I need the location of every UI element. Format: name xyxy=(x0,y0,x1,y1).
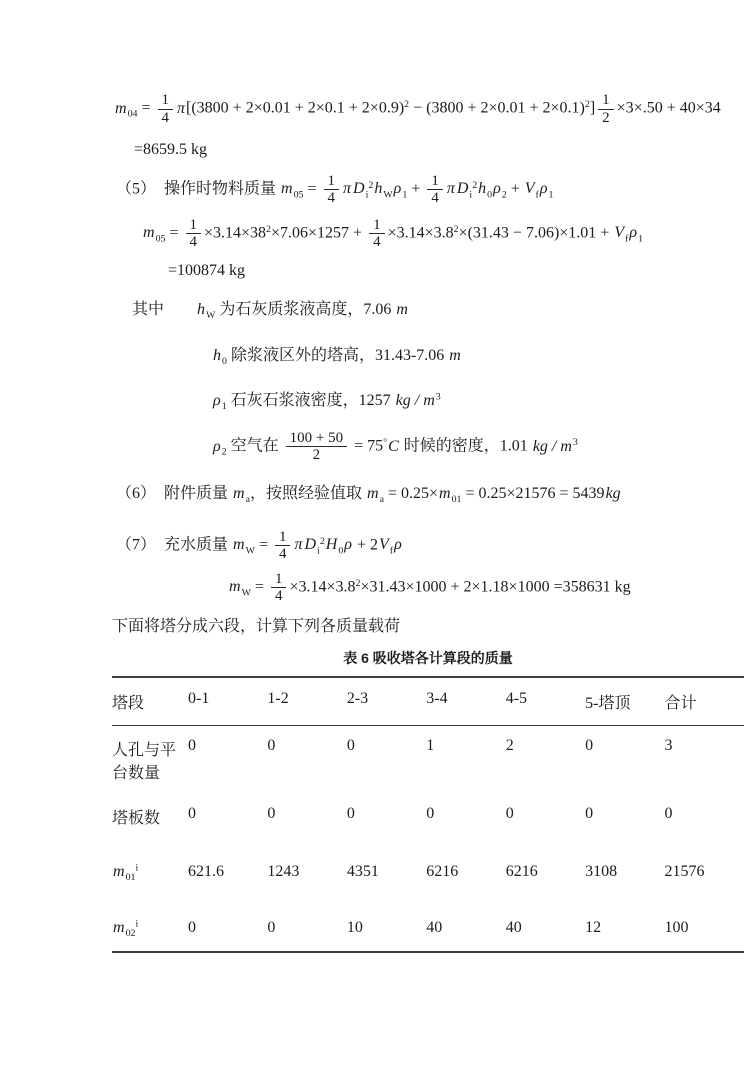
formula-mw-calc: $m_W$ = $\frac{1}{4}$ $\times 3.14\times 3.8^2\times 31.43\times 1000 + 2\times 1.18\times 1000 =358631$ kg xyxy=(229,570,631,605)
table-cell: 4351 xyxy=(346,862,379,880)
table-caption: 表 6 吸收塔各计算段的质量 xyxy=(343,649,513,666)
table-cell: 10 xyxy=(346,918,363,936)
table-cell: 3108 xyxy=(585,862,618,880)
table-cell: 12 xyxy=(585,918,602,936)
item-5-formula: （5） 操作时物料质量 $m_{05}$ = $\frac{1}{4}$ π $D_i^2h_W\rho_1$ + $\frac{1}{4}$ π $D_i^2h_0\rho_2 + V_f\rho_1$ xyxy=(116,172,554,207)
table-cell: 0 xyxy=(188,804,196,822)
table-cell: 0 xyxy=(188,736,196,754)
table-row-m02 xyxy=(112,905,744,952)
row-label-m01: $m_{01}^i$ xyxy=(113,862,139,883)
table-cell: 0 xyxy=(346,736,355,754)
table-cell: 0 xyxy=(585,804,594,822)
table-cell: 0 xyxy=(346,804,355,822)
note-h0: $h_0$ 除浆液区外的塔高，31.43-7.06 m xyxy=(213,347,461,368)
note-rho2: $\rho_2$ 空气在 $\frac{100 + 50}{2}$ = 75°C 时候的密度，1.01 kg / $m^3$ xyxy=(213,429,578,464)
item-6-formula: （6） 附件质量 $m_a$，按照经验值取 $m_a = 0.25\times m_{01} = 0.25\times 21576 = 5439kg$ xyxy=(116,484,621,505)
table-cell: 0 xyxy=(188,918,196,936)
table-row-m01 xyxy=(112,839,744,905)
item-7-formula: （7） 充水质量 $m_W$ = $\frac{1}{4}$ π $D_i^2H_0\rho + 2V_f\rho$ xyxy=(116,528,402,563)
note-hw: 其中 $h_W$ 为石灰质浆液高度，7.06 m xyxy=(132,300,408,321)
row-label: 人孔与平台数量 xyxy=(112,741,177,782)
table-cell: 1 xyxy=(426,736,435,754)
table-cell: 1243 xyxy=(267,862,300,880)
result-m05: =100874 kg xyxy=(168,261,246,279)
row-label: 塔板数 xyxy=(112,809,161,827)
table-cell: 100 xyxy=(664,918,689,936)
table-row-trays xyxy=(112,794,744,839)
col-header-total: 合计 xyxy=(665,677,744,726)
table-cell: 0 xyxy=(267,918,276,936)
table-cell: 40 xyxy=(426,918,443,936)
table-cell: 2 xyxy=(505,736,514,754)
table-cell: 3 xyxy=(664,736,673,754)
col-header-5-top: 5-塔顶 xyxy=(585,677,664,726)
table-cell: 6216 xyxy=(426,862,459,880)
table-cell: 0 xyxy=(267,736,276,754)
col-header-2-3: 2-3 xyxy=(347,677,426,726)
row-label-m02: $m_{02}^i$ xyxy=(113,918,139,939)
col-header-segment: 塔段 xyxy=(112,677,188,726)
table-cell: 0 xyxy=(267,804,276,822)
table-row-manholes xyxy=(112,725,744,794)
table-cell: 0 xyxy=(585,736,594,754)
table-header-row xyxy=(112,677,744,726)
table-cell: 0 xyxy=(505,804,514,822)
col-header-4-5: 4-5 xyxy=(506,677,585,726)
table-cell: 621.6 xyxy=(188,862,224,880)
segment-mass-table xyxy=(112,676,744,953)
table-cell: 0 xyxy=(426,804,435,822)
table-cell: 6216 xyxy=(505,862,538,880)
col-header-3-4: 3-4 xyxy=(426,677,505,726)
col-header-0-1: 0-1 xyxy=(188,677,267,726)
table-cell: 21576 xyxy=(664,862,705,880)
result-m04: =8659.5 kg xyxy=(134,141,208,158)
table-cell: 40 xyxy=(505,918,522,936)
closing-sentence: 下面将塔分成六段，计算下列各质量载荷 xyxy=(112,617,401,635)
formula-m05-calc: $m_{05}$ = $\frac{1}{4}$ $\times 3.14\times 38^2\times 7.06\times 1257$ + $\frac{1}{4}$ $\times 3.14\times 3.8^2\times(31.43 - 7.06)\times 1.01 + V_f\rho_1$ xyxy=(143,216,644,251)
col-header-1-2: 1-2 xyxy=(267,677,346,726)
formula-m04: $m_{04}$ = $\frac{1}{4}$ $\pi[(3800 + 2\times 0.01 + 2\times 0.1 + 2\times 0.9)^2 - (3800 + 2\times 0.01 + 2\times 0.1)^2]$ $\frac{1}{2}$ ×3×.50 + 40×34 xyxy=(115,92,721,126)
table-cell: 0 xyxy=(664,804,673,822)
note-rho1: $\rho_1$ 石灰石浆液密度，1257 kg / $m^3$ xyxy=(213,391,441,413)
